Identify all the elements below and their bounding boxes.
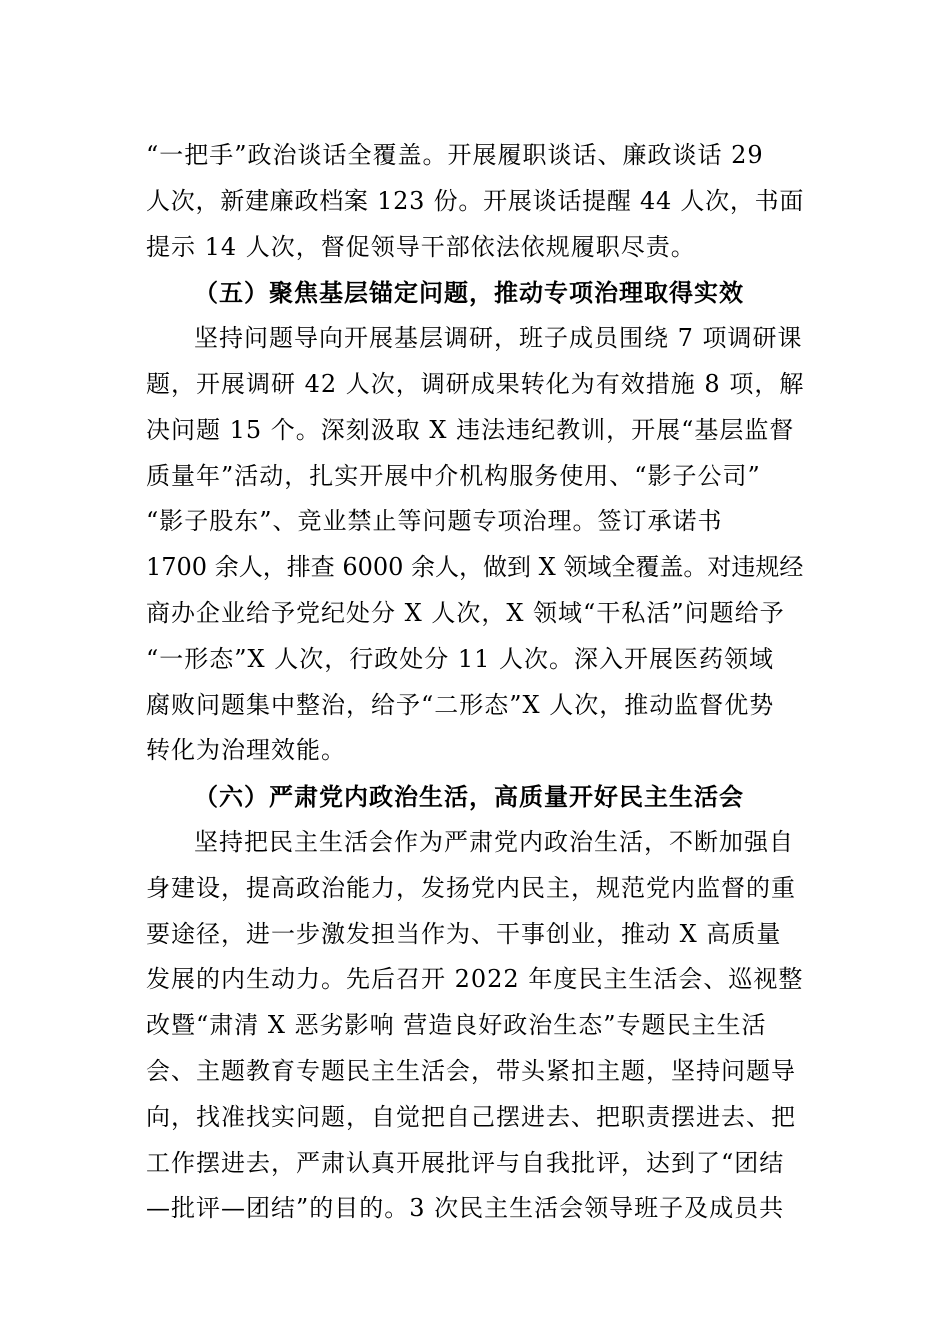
body-text-line: 身建设，提高政治能力，发扬党内民主，规范党内监督的重 <box>146 873 796 902</box>
section-heading-6: （六）严肃党内政治生活，高质量开好民主生活会 <box>194 782 744 812</box>
body-text-line: 题，开展调研 42 人次，调研成果转化为有效措施 8 项，解 <box>146 369 805 398</box>
body-text-line: 商办企业给予党纪处分 X 人次，X 领域“干私活”问题给予 <box>146 598 785 627</box>
paragraph-first-line: 坚持问题导向开展基层调研，班子成员围绕 7 项调研课 <box>194 324 803 353</box>
body-text-line: 腐败问题集中整治，给予“二形态”X 人次，推动监督优势 <box>146 690 775 719</box>
body-text-line: “影子股东”、竞业禁止等问题专项治理。签订承诺书 <box>146 507 723 536</box>
body-text-line: 要途径，进一步激发担当作为、干事创业，推动 X 高质量 <box>146 919 782 948</box>
body-text-line: 转化为治理效能。 <box>146 736 346 765</box>
body-text-line: 向，找准找实问题，自觉把自己摆进去、把职责摆进去、把 <box>146 1102 796 1131</box>
paragraph-first-line: 坚持把民主生活会作为严肃党内政治生活，不断加强自 <box>194 827 794 856</box>
document-body <box>146 133 806 1232</box>
body-text-line: 发展的内生动力。先后召开 2022 年度民主生活会、巡视整 <box>146 965 804 994</box>
body-text-line: 1700 余人，排查 6000 余人，做到 X 领域全覆盖。对违规经 <box>146 553 804 582</box>
body-text-line: 决问题 15 个。深刻汲取 X 违法违纪教训，开展“基层监督 <box>146 415 795 444</box>
body-text-line: 质量年”活动，扎实开展中介机构服务使用、“影子公司” <box>146 461 761 490</box>
body-text-line: —批评—团结”的目的。3 次民主生活会领导班子及成员共 <box>146 1194 785 1223</box>
body-text-line: 会、主题教育专题民主生活会，带头紧扣主题，坚持问题导 <box>146 1056 796 1085</box>
body-text-line: “一把手”政治谈话全覆盖。开展履职谈话、廉政谈话 29 <box>146 141 764 169</box>
body-text-line: 改暨“肃清 X 恶劣影响 营造良好政治生态”专题民主生活 <box>146 1011 767 1040</box>
body-text-line: 人次，新建廉政档案 123 份。开展谈话提醒 44 人次，书面 <box>146 186 805 215</box>
body-text-line: 工作摆进去，严肃认真开展批评与自我批评，达到了“团结 <box>146 1148 785 1177</box>
body-text-line: “一形态”X 人次，行政处分 11 人次。深入开展医药领域 <box>146 644 775 673</box>
body-text-line: 提示 14 人次，督促领导干部依法依规履职尽责。 <box>146 232 696 261</box>
section-heading-5: （五）聚焦基层锚定问题，推动专项治理取得实效 <box>194 278 744 308</box>
